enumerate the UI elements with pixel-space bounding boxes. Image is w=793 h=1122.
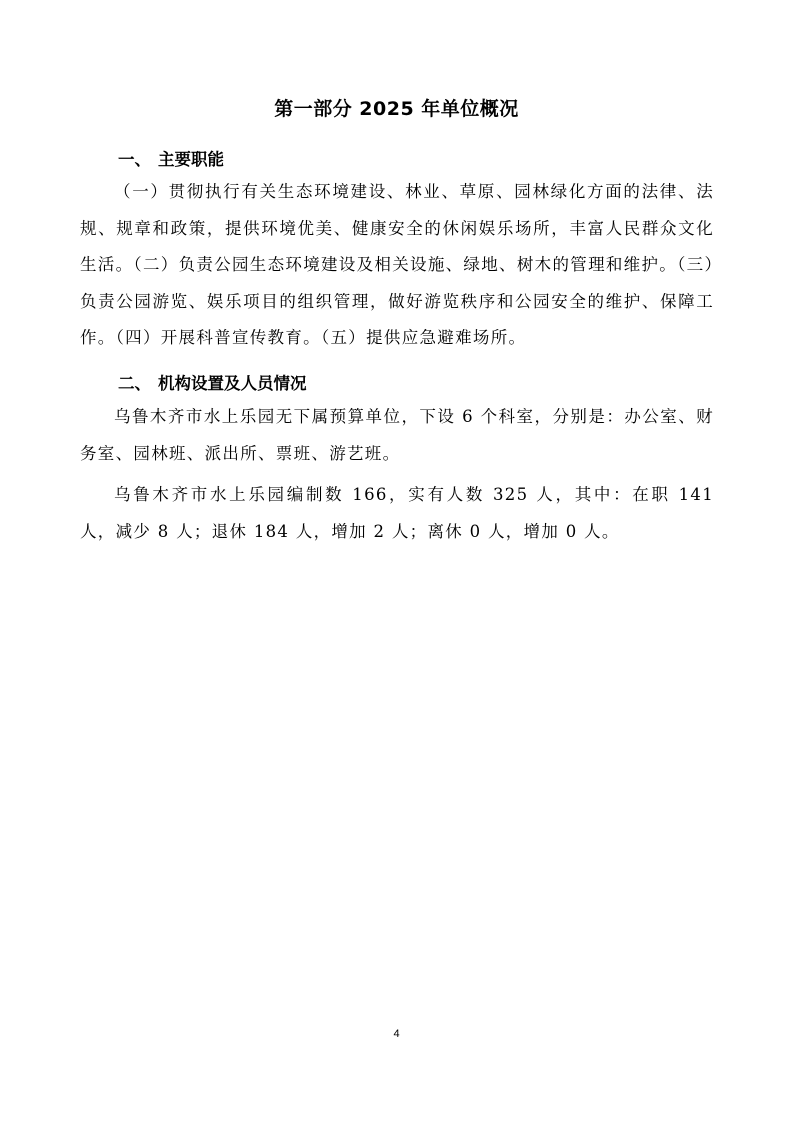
paragraph-staffing: 乌鲁木齐市水上乐园编制数 166，实有人数 325 人，其中：在职 141 人，减少 8 人；退休 184 人，增加 2 人；离休 0 人，增加 0 人。 (80, 485, 714, 541)
paragraph-departments: 乌鲁木齐市水上乐园无下属预算单位，下设 6 个科室，分别是：办公室、财务室、园林班、派出所、票班、游艺班。 (80, 407, 714, 463)
section-heading-organization (118, 373, 307, 395)
paragraph-main-functions: （一）贯彻执行有关生态环境建设、林业、草原、园林绿化方面的法律、法规、规章和政策，提供环境优美、健康安全的休闲娱乐场所，丰富人民群众文化生活。（二）负责公园生态环境建设及相关设施、绿地、树木的管理和维护。（三）负责公园游览、娱乐项目的组织管理，做好游览秩序和公园安全的维护、保障工作。（四）开展科普宣传教育。（五）提供应急避难场所。 (80, 182, 714, 347)
section-title: 机构设置及人员情况 (158, 374, 307, 393)
section-heading-main-functions (118, 149, 224, 171)
page-title: 第一部分 2025 年单位概况 (274, 98, 519, 120)
section-number: 一、 (118, 150, 151, 169)
page-number: 4 (393, 1028, 400, 1040)
section-number: 二、 (118, 374, 151, 393)
section-title: 主要职能 (158, 150, 224, 169)
